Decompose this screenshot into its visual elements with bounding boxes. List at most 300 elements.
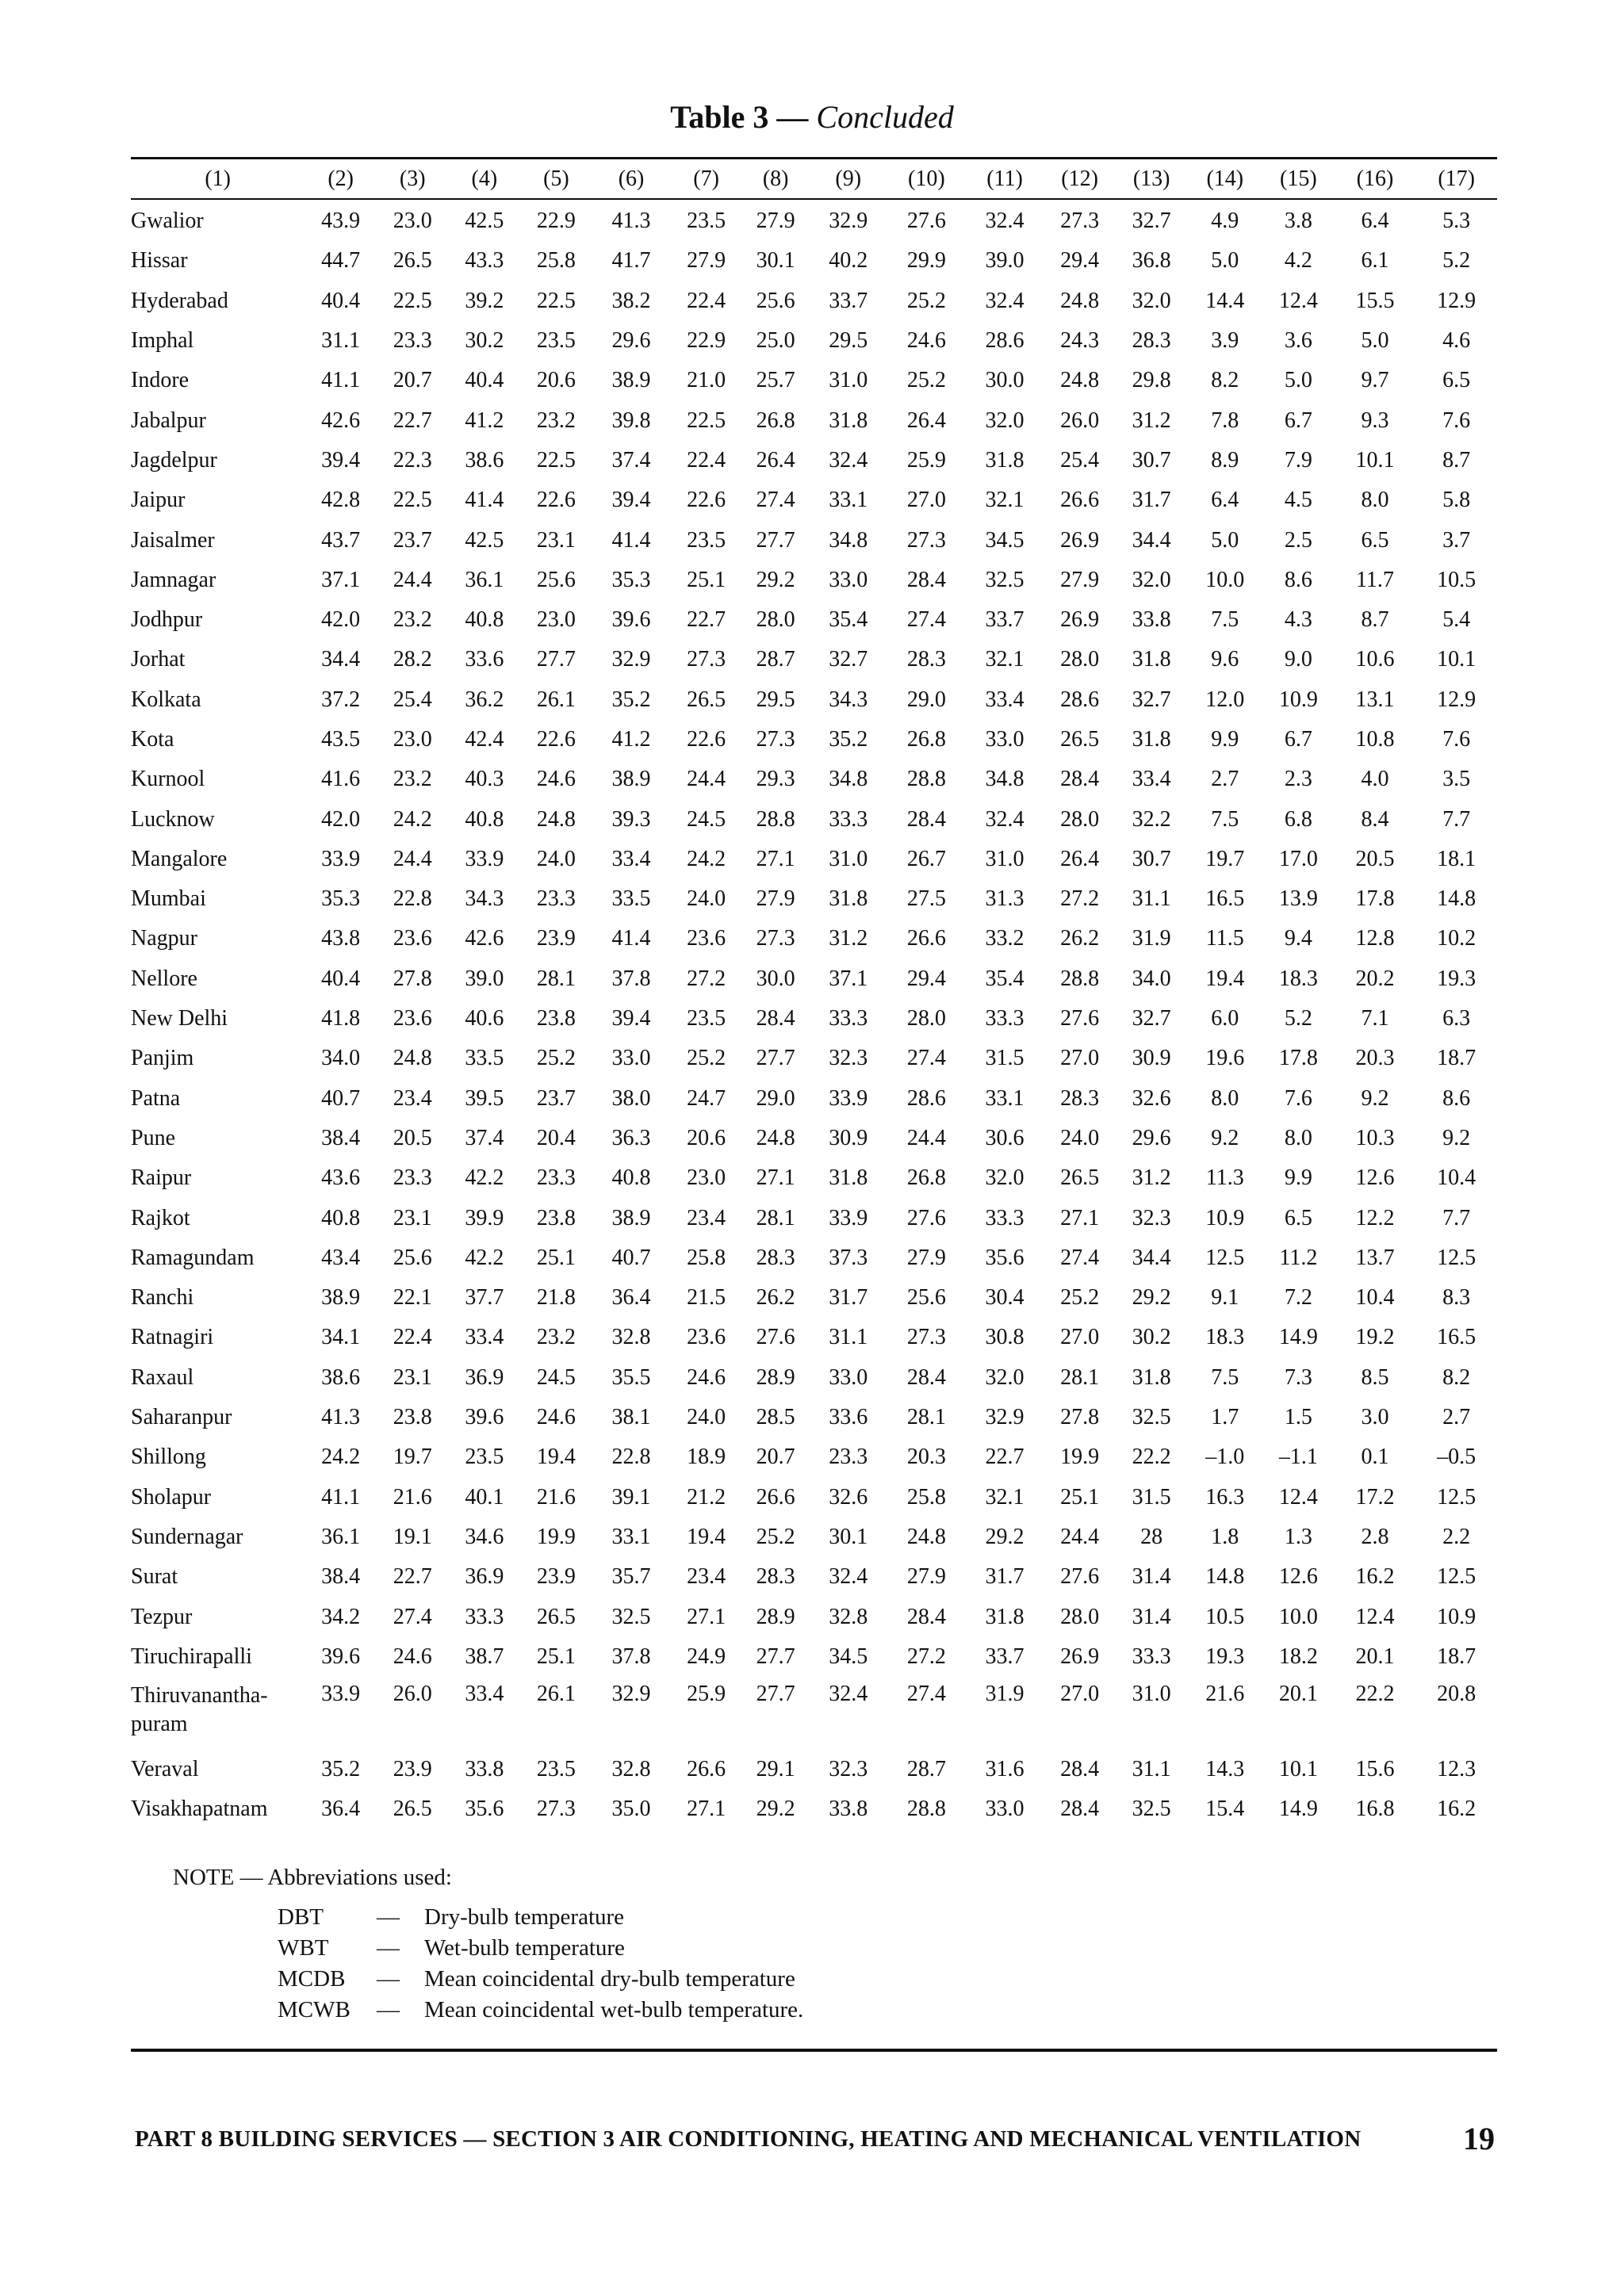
- table-cell: 20.7: [393, 368, 432, 393]
- table-cell: 25.1: [536, 1245, 576, 1270]
- table-cell: 20.1: [1355, 1644, 1395, 1669]
- table-cell: 34.8: [985, 767, 1025, 792]
- table-cell: 9.4: [1284, 926, 1312, 951]
- station-name: Rajkot: [131, 1205, 190, 1230]
- note-dash: —: [377, 1904, 400, 1930]
- title-prefix: Table 3: [670, 99, 769, 135]
- table-cell: 39.3: [611, 806, 651, 832]
- table-cell: 10.0: [1278, 1604, 1318, 1629]
- table-cell: 25.4: [1060, 447, 1100, 473]
- table-cell: 31.5: [1132, 1484, 1171, 1510]
- table-row: [131, 600, 1497, 640]
- table-cell: 16.3: [1205, 1484, 1245, 1510]
- note-abbr: MCWB: [278, 1997, 350, 2022]
- table-cell: 16.2: [1355, 1564, 1395, 1590]
- table-cell: 35.3: [611, 567, 651, 592]
- table-cell: 40.7: [611, 1245, 651, 1270]
- table-cell: 32.5: [611, 1604, 651, 1629]
- table-cell: 22.7: [687, 607, 726, 633]
- table-cell: 32.9: [829, 209, 868, 234]
- table-cell: 31.2: [1132, 408, 1171, 433]
- table-cell: 23.1: [393, 1364, 432, 1390]
- table-cell: 32.4: [829, 1681, 868, 1706]
- table-cell: 24.5: [687, 806, 726, 832]
- table-cell: 16.5: [1437, 1325, 1477, 1350]
- column-header: (9): [835, 166, 862, 191]
- station-name: Shillong: [131, 1445, 206, 1470]
- table-cell: 14.8: [1437, 886, 1477, 912]
- table-cell: 32.1: [985, 1484, 1025, 1510]
- table-row: [131, 959, 1497, 999]
- note-text: Mean coincidental dry-bulb temperature: [424, 1966, 795, 1992]
- table-cell: 38.1: [611, 1405, 651, 1430]
- column-header: (11): [986, 166, 1023, 191]
- table-cell: 42.6: [321, 408, 361, 433]
- table-cell: 12.3: [1437, 1757, 1477, 1782]
- table-cell: 27.3: [687, 647, 726, 672]
- table-cell: 24.2: [393, 806, 432, 832]
- table-cell: 23.9: [393, 1757, 432, 1782]
- table-cell: 18.9: [687, 1445, 726, 1470]
- table-cell: 36.2: [465, 687, 504, 712]
- table-cell: 25.2: [536, 1046, 576, 1071]
- table-cell: 34.1: [321, 1325, 361, 1350]
- table-cell: 25.2: [906, 288, 946, 313]
- note-abbr: DBT: [278, 1904, 324, 1930]
- table-cell: 39.9: [465, 1205, 504, 1230]
- table-cell: 10.4: [1437, 1165, 1477, 1191]
- table-cell: 41.8: [321, 1006, 361, 1031]
- table-cell: 30.9: [1132, 1046, 1171, 1071]
- table-cell: 7.6: [1442, 727, 1471, 752]
- table-cell: 28.0: [1060, 1604, 1100, 1629]
- table-cell: 22.4: [687, 288, 726, 313]
- table-row: [131, 241, 1497, 281]
- table-cell: 38.4: [321, 1564, 361, 1590]
- table-cell: 32.0: [985, 408, 1025, 433]
- table-cell: 9.2: [1361, 1085, 1389, 1111]
- table-cell: 29.0: [756, 1085, 795, 1111]
- table-cell: 23.1: [536, 527, 576, 553]
- table-row: [131, 760, 1497, 799]
- table-cell: 32.1: [985, 488, 1025, 513]
- table-cell: 37.4: [465, 1125, 504, 1150]
- table-cell: 13.9: [1278, 886, 1318, 912]
- table-cell: 23.3: [393, 1165, 432, 1191]
- table-cell: 3.9: [1211, 328, 1239, 354]
- table-cell: 23.3: [829, 1445, 868, 1470]
- table-cell: 37.2: [321, 687, 361, 712]
- table-row: [131, 1517, 1497, 1557]
- table-cell: 5.0: [1361, 328, 1389, 354]
- table-cell: 16.2: [1437, 1797, 1477, 1822]
- table-cell: 33.0: [985, 1797, 1025, 1822]
- table-cell: 10.4: [1355, 1285, 1395, 1311]
- table-cell: 36.4: [611, 1285, 651, 1311]
- station-name: Kolkata: [131, 687, 201, 712]
- table-cell: 26.8: [756, 408, 795, 433]
- table-cell: 39.4: [611, 1006, 651, 1031]
- table-cell: 37.8: [611, 1644, 651, 1669]
- table-cell: 21.6: [393, 1484, 432, 1510]
- column-header: (10): [908, 166, 945, 191]
- table-cell: 27.2: [1060, 886, 1100, 912]
- table-cell: 26.9: [1060, 607, 1100, 633]
- table-cell: –1.0: [1205, 1445, 1245, 1470]
- table-row: [131, 1750, 1497, 1789]
- table-cell: 27.1: [687, 1797, 726, 1822]
- table-cell: 22.9: [687, 328, 726, 354]
- table-cell: 27.4: [393, 1604, 432, 1629]
- table-cell: 21.0: [687, 368, 726, 393]
- column-header: (17): [1438, 166, 1475, 191]
- table-cell: 41.1: [321, 368, 361, 393]
- table-cell: 22.5: [393, 288, 432, 313]
- table-cell: 22.4: [393, 1325, 432, 1350]
- table-cell: 33.7: [829, 288, 868, 313]
- table-cell: 26.8: [906, 1165, 946, 1191]
- table-cell: 28.3: [1060, 1085, 1100, 1111]
- table-cell: 24.6: [393, 1644, 432, 1669]
- table-cell: 31.2: [1132, 1165, 1171, 1191]
- table-cell: 34.4: [321, 647, 361, 672]
- table-cell: 40.3: [465, 767, 504, 792]
- table-cell: 40.4: [321, 288, 361, 313]
- table-cell: 8.9: [1211, 447, 1239, 473]
- table-cell: 9.3: [1361, 408, 1389, 433]
- table-cell: 37.4: [611, 447, 651, 473]
- table-cell: 29.8: [1132, 368, 1171, 393]
- table-cell: 21.8: [536, 1285, 576, 1311]
- table-cell: 15.4: [1205, 1797, 1245, 1822]
- table-cell: 6.1: [1361, 248, 1389, 274]
- table-cell: 26.6: [687, 1757, 726, 1782]
- table-cell: 26.4: [906, 408, 946, 433]
- climate-data-table: [131, 162, 1497, 1830]
- table-cell: 32.7: [1132, 687, 1171, 712]
- table-cell: 30.2: [1132, 1325, 1171, 1350]
- table-cell: 25.2: [1060, 1285, 1100, 1311]
- table-row: [131, 1039, 1497, 1078]
- table-cell: 25.9: [687, 1681, 726, 1706]
- station-name: Saharanpur: [131, 1405, 232, 1430]
- table-cell: 27.7: [756, 1681, 795, 1706]
- table-cell: 30.8: [985, 1325, 1025, 1350]
- table-cell: 22.7: [393, 408, 432, 433]
- table-row: [131, 799, 1497, 839]
- table-cell: 33.0: [829, 567, 868, 592]
- station-name: Surat: [131, 1564, 178, 1590]
- table-cell: 33.0: [829, 1364, 868, 1390]
- table-cell: 33.3: [829, 1006, 868, 1031]
- table-cell: 30.7: [1132, 846, 1171, 871]
- table-cell: 8.0: [1361, 488, 1389, 513]
- table-cell: 10.6: [1355, 647, 1395, 672]
- table-cell: 25.7: [756, 368, 795, 393]
- table-cell: 7.3: [1284, 1364, 1312, 1390]
- table-cell: 28.1: [536, 966, 576, 991]
- table-cell: 42.2: [465, 1245, 504, 1270]
- station-name: Indore: [131, 368, 190, 393]
- station-name: Raipur: [131, 1165, 192, 1191]
- table-top-rule: [131, 157, 1497, 159]
- table-cell: 24.4: [687, 767, 726, 792]
- table-cell: 42.0: [321, 806, 361, 832]
- column-header: (6): [618, 166, 645, 191]
- note-item: [278, 1995, 803, 2026]
- table-cell: 27.6: [1060, 1564, 1100, 1590]
- table-cell: 37.7: [465, 1285, 504, 1311]
- table-cell: 7.6: [1442, 408, 1471, 433]
- table-cell: 33.4: [465, 1681, 504, 1706]
- table-cell: 24.2: [687, 846, 726, 871]
- table-cell: 31.8: [985, 447, 1025, 473]
- table-cell: 25.6: [906, 1285, 946, 1311]
- station-name: Nellore: [131, 966, 197, 991]
- table-cell: 36.3: [611, 1125, 651, 1150]
- table-cell: 29.5: [829, 328, 868, 354]
- table-cell: 28.9: [756, 1364, 795, 1390]
- table-cell: 41.2: [611, 727, 651, 752]
- table-cell: 32.5: [985, 567, 1025, 592]
- table-cell: 2.2: [1442, 1524, 1471, 1549]
- table-cell: 19.2: [1355, 1325, 1395, 1350]
- table-cell: 31.0: [985, 846, 1025, 871]
- station-name: Thiruvanantha-puram: [131, 1682, 268, 1736]
- table-cell: 25.8: [687, 1245, 726, 1270]
- table-cell: 28.8: [756, 806, 795, 832]
- table-cell: 24.4: [393, 846, 432, 871]
- table-cell: 33.2: [985, 926, 1025, 951]
- table-cell: 33.7: [985, 607, 1025, 633]
- table-cell: 31.0: [829, 368, 868, 393]
- table-cell: 5.8: [1442, 488, 1471, 513]
- table-cell: 34.8: [829, 527, 868, 553]
- station-name: Hissar: [131, 248, 188, 274]
- table-cell: 34.2: [321, 1604, 361, 1629]
- table-cell: 4.0: [1361, 767, 1389, 792]
- table-cell: 27.0: [1060, 1046, 1100, 1071]
- table-cell: 25.8: [906, 1484, 946, 1510]
- table-cell: 32.4: [985, 806, 1025, 832]
- table-cell: 41.2: [465, 408, 504, 433]
- table-cell: 33.5: [611, 886, 651, 912]
- table-cell: 28.0: [1060, 647, 1100, 672]
- table-cell: 11.5: [1205, 926, 1244, 951]
- table-cell: 25.4: [393, 687, 432, 712]
- table-cell: 29.6: [1132, 1125, 1171, 1150]
- table-cell: 23.5: [687, 527, 726, 553]
- table-cell: 23.3: [536, 1165, 576, 1191]
- table-row: [131, 1398, 1497, 1437]
- table-cell: 31.8: [829, 886, 868, 912]
- table-cell: 3.8: [1284, 209, 1312, 234]
- station-name: Kurnool: [131, 767, 205, 792]
- table-row: [131, 1318, 1497, 1357]
- table-cell: 23.5: [536, 328, 576, 354]
- table-cell: 31.8: [1132, 1364, 1171, 1390]
- table-cell: 7.5: [1211, 1364, 1239, 1390]
- table-cell: 30.6: [985, 1125, 1025, 1150]
- table-cell: 32.8: [829, 1604, 868, 1629]
- table-cell: 10.8: [1355, 727, 1395, 752]
- table-cell: 9.7: [1361, 368, 1389, 393]
- note-item: [278, 1964, 803, 1995]
- table-cell: 34.5: [829, 1644, 868, 1669]
- table-cell: 21.6: [1205, 1681, 1245, 1706]
- table-cell: 18.7: [1437, 1644, 1477, 1669]
- table-cell: 12.5: [1205, 1245, 1245, 1270]
- table-cell: 31.4: [1132, 1564, 1171, 1590]
- table-cell: 4.6: [1442, 328, 1471, 354]
- table-cell: 22.5: [687, 408, 726, 433]
- table-cell: 10.0: [1205, 567, 1245, 592]
- table-cell: 6.5: [1442, 368, 1471, 393]
- table-cell: 27.2: [687, 966, 726, 991]
- table-cell: 35.4: [829, 607, 868, 633]
- table-cell: 22.7: [985, 1445, 1025, 1470]
- table-cell: 24.8: [1060, 368, 1100, 393]
- table-cell: 31.6: [985, 1757, 1025, 1782]
- table-cell: 23.3: [536, 886, 576, 912]
- table-cell: 8.6: [1284, 567, 1312, 592]
- table-cell: 35.6: [465, 1797, 504, 1822]
- table-cell: 22.8: [611, 1445, 651, 1470]
- table-cell: 34.8: [829, 767, 868, 792]
- table-cell: 28.4: [1060, 1797, 1100, 1822]
- table-cell: 12.4: [1355, 1604, 1395, 1629]
- table-cell: 23.1: [393, 1205, 432, 1230]
- table-cell: 42.0: [321, 607, 361, 633]
- table-cell: 39.0: [465, 966, 504, 991]
- table-cell: 30.1: [756, 248, 795, 274]
- table-cell: 27.0: [1060, 1325, 1100, 1350]
- table-cell: 5.2: [1284, 1006, 1312, 1031]
- table-cell: 12.4: [1278, 288, 1318, 313]
- table-cell: 25.2: [687, 1046, 726, 1071]
- table-bottom-rule: [131, 2049, 1497, 2052]
- table-cell: 30.1: [829, 1524, 868, 1549]
- table-cell: 24.6: [536, 767, 576, 792]
- table-cell: 10.9: [1205, 1205, 1245, 1230]
- table-cell: 19.1: [393, 1524, 432, 1549]
- table-cell: 38.9: [611, 1205, 651, 1230]
- table-cell: 26.5: [687, 687, 726, 712]
- table-cell: 38.0: [611, 1085, 651, 1111]
- table-cell: 31.1: [1132, 1757, 1171, 1782]
- table-cell: 28.6: [985, 328, 1025, 354]
- table-cell: 26.9: [1060, 527, 1100, 553]
- table-cell: 23.3: [393, 328, 432, 354]
- title-suffix: Concluded: [816, 99, 954, 135]
- table-cell: 24.8: [536, 806, 576, 832]
- table-cell: 40.8: [465, 806, 504, 832]
- table-cell: 33.4: [465, 1325, 504, 1350]
- table-cell: 6.7: [1284, 727, 1312, 752]
- table-cell: 5.3: [1442, 209, 1471, 234]
- table-cell: 4.5: [1284, 488, 1312, 513]
- station-name: Patna: [131, 1085, 181, 1111]
- table-cell: 7.9: [1284, 447, 1312, 473]
- table-cell: 41.4: [611, 527, 651, 553]
- table-cell: 32.6: [1132, 1085, 1171, 1111]
- table-cell: 24.8: [1060, 288, 1100, 313]
- table-cell: 11.7: [1355, 567, 1394, 592]
- table-row: [131, 1158, 1497, 1198]
- table-cell: 28.3: [906, 647, 946, 672]
- table-cell: 22.4: [687, 447, 726, 473]
- table-cell: 31.8: [1132, 647, 1171, 672]
- table-cell: 31.3: [985, 886, 1025, 912]
- table-cell: 23.4: [393, 1085, 432, 1111]
- table-cell: 32.3: [1132, 1205, 1171, 1230]
- table-cell: 26.7: [906, 846, 946, 871]
- table-cell: 24.9: [687, 1644, 726, 1669]
- table-cell: 42.5: [465, 527, 504, 553]
- table-cell: 3.0: [1361, 1405, 1389, 1430]
- table-cell: 3.7: [1442, 527, 1471, 553]
- table-cell: 27.0: [906, 488, 946, 513]
- table-cell: 33.9: [829, 1205, 868, 1230]
- table-row: [131, 281, 1497, 321]
- table-cell: 35.7: [611, 1564, 651, 1590]
- table-row: [131, 1079, 1497, 1119]
- table-cell: 34.0: [321, 1046, 361, 1071]
- table-cell: 32.4: [829, 447, 868, 473]
- column-header: (3): [399, 166, 426, 191]
- table-cell: 40.8: [465, 607, 504, 633]
- table-cell: 24.4: [393, 567, 432, 592]
- table-cell: 1.5: [1284, 1405, 1312, 1430]
- table-cell: 27.9: [1060, 567, 1100, 592]
- table-cell: 24.6: [687, 1364, 726, 1390]
- table-cell: 14.9: [1278, 1325, 1318, 1350]
- table-cell: 1.3: [1284, 1524, 1312, 1549]
- table-cell: 26.2: [756, 1285, 795, 1311]
- table-cell: 27.3: [536, 1797, 576, 1822]
- table-cell: 23.8: [536, 1006, 576, 1031]
- table-cell: 23.2: [536, 408, 576, 433]
- table-cell: 28.6: [1060, 687, 1100, 712]
- table-cell: 22.5: [536, 288, 576, 313]
- table-cell: 41.3: [611, 209, 651, 234]
- table-cell: 41.6: [321, 767, 361, 792]
- table-row: [131, 400, 1497, 440]
- station-name: Gwalior: [131, 209, 204, 234]
- station-name: Panjim: [131, 1046, 194, 1071]
- table-cell: 26.9: [1060, 1644, 1100, 1669]
- table-cell: 19.9: [536, 1524, 576, 1549]
- station-name: Tezpur: [131, 1604, 193, 1629]
- table-cell: 28.8: [906, 1797, 946, 1822]
- table-cell: 36.4: [321, 1797, 361, 1822]
- table-cell: 9.2: [1442, 1125, 1471, 1150]
- table-cell: 0.1: [1361, 1445, 1389, 1470]
- table-cell: 25.1: [536, 1644, 576, 1669]
- table-cell: 35.5: [611, 1364, 651, 1390]
- station-name: Jabalpur: [131, 408, 206, 433]
- table-row: [131, 879, 1497, 919]
- table-cell: 32.9: [985, 1405, 1025, 1430]
- table-cell: 22.1: [393, 1285, 432, 1311]
- table-cell: 33.8: [829, 1797, 868, 1822]
- table-cell: 32.9: [611, 647, 651, 672]
- table-cell: 27.0: [1060, 1681, 1100, 1706]
- table-cell: 27.4: [756, 488, 795, 513]
- table-row: [131, 1278, 1497, 1318]
- table-cell: 27.2: [906, 1644, 946, 1669]
- table-cell: 39.8: [611, 408, 651, 433]
